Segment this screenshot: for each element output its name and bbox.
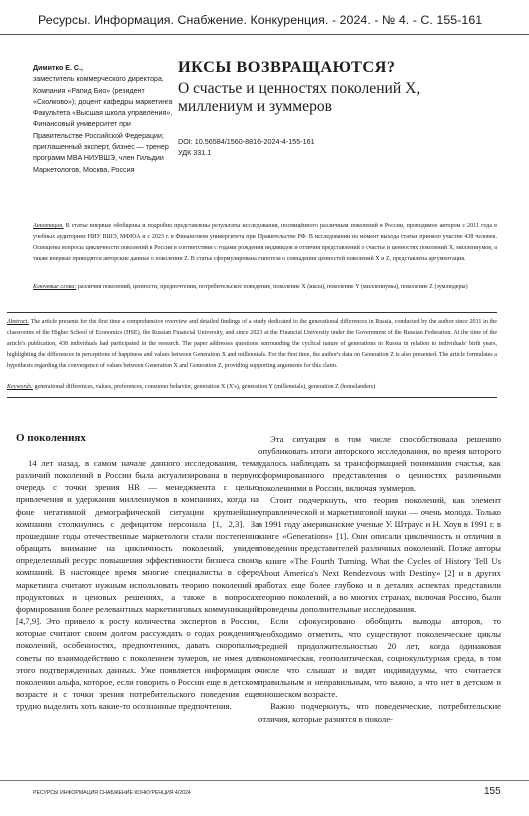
- abstract-en-text: The article presents for the first time a comprehensive overview and detailed findings of a study dedicated to the generational differences in Russia, conducted by the author since 2011 in the classrooms of the Higher School of Economics (HSE), the Russian Financial University, and since 2023 at the Financial University under the Government of the Russian Federation. At the time of the article's publication, 438 individuals had participated in the research. The paper addresses questions surrounding the cyclical nature of generations in Russia in relation to individuals' birth years, highlighting the differences in perceptions of happiness and values between Generation X and millennials. For the first time, the author's data on Generation Z is also presented. The article formulates a hypothesis regarding the convergence of values between Generation X and Generation Z, providing supporting arguments for this claim.: [7, 319, 497, 369]
- abstract-en: [7, 317, 497, 372]
- author-info: [33, 63, 173, 176]
- article-identifiers: [178, 137, 315, 158]
- article-subtitle: О счастье и ценностях поколений X, миллениум и зуммеров: [178, 80, 421, 115]
- author-name: Димитко Е. С.,: [33, 64, 83, 72]
- left-column: [16, 457, 259, 712]
- abstract-en-label: Abstract.: [7, 319, 30, 325]
- udk: УДК 331.1: [178, 147, 212, 157]
- footer-journal: РЕСУРСЫ ИНФОРМАЦИЯ СНАБЖЕНИЕ КОНКУРЕНЦИЯ 4/2024: [33, 790, 191, 796]
- running-header: [0, 8, 529, 35]
- keywords-en-text: generational differences, values, preferences, consumer behavior, generation X (X's), generation Y (millennials), generation Z (homelanders): [32, 384, 376, 390]
- article-title: ИКСЫ ВОЗВРАЩАЮТСЯ?: [178, 57, 396, 76]
- keywords-ru: [33, 282, 497, 293]
- body-paragraph: Важно подчеркнуть, что поведенческие, потребительские отличия, которые разнятся в поколе-: [258, 701, 501, 724]
- abstract-top-rule: [7, 312, 497, 313]
- keywords-en-label: Keywords:: [7, 384, 33, 390]
- right-column: [258, 433, 501, 725]
- annotation-ru-label: Аннотация.: [33, 223, 64, 229]
- keywords-en: [7, 382, 497, 393]
- annotation-ru-text: В статье впервые обобщены и подробно представлены результаты исследования, посвящённого различным поколений в России, проводимое автором с 2011 года в учебных аудиториях НИУ ВШЭ, МФЮА и с 2023 г. в Финансовом университета при Правительстве РФ. В исследовании на момент выхода статьи приняло участие 438 человек. Освещены вопросы цикличности поколений в России в соответствии с годами рождения индивидов и отличия представлений о счастье и ценностях поколений X, миллениумов, а также впервые приводятся авторские данные о поколении Z. В статье сформулирована гипотеза о совпадении ценностей поколений X и Z, представлена аргументация.: [33, 223, 497, 263]
- keywords-ru-text: различия поколений, ценности, предпочтения, потребительское поведение, поколение X (иксы), поколение Y (миллениумы), поколение Z (зумлюдеры): [76, 284, 468, 290]
- page-footer: [0, 780, 529, 811]
- page-number: 155: [484, 786, 501, 797]
- abstract-bottom-rule: [7, 397, 497, 398]
- author-affiliation: заместитель коммерческого директора, Компания «Рапид Био» (резидент «Сколково»); доцент кафедры маркетинга Факультета «Высшая школа управления», Финансовый университет при Правительстве Российской Федерации; приглашенный эксперт, бизнес — тренер программ MBA НИУВШЭ, член Гильдии Маркетологов, Москва, Россия: [33, 75, 173, 174]
- body-paragraph: Если сфокусировано обобщить выводы авторов, то необходимо отметить, что существуют поколенческие циклы средней продолжительностью 20 лет, когда одинаковая экономическая, геополитическая, социокультурная среда, в том числе что слышат и видят индивидуумы, что считается правильным и неправильным, что важно, а что нет в детском и юношеском возрасте.: [258, 616, 501, 700]
- keywords-ru-label: Ключевые слова:: [33, 284, 77, 290]
- body-paragraph: Стоит подчеркнуть, что теория поколений, как элемент управленческой и маркетинговой науки — очень молода. Только в 1991 году американские ученые У. Штраус и Н. Хоув в 1991 г. в книге «Generations» [1]. Они описали цикличность и отличия в поведении представителей различных поколений. Позже авторы в книге «The Fourth Turning. What the Cycles of History Tell Us About America's Next Rendezvous with Destiny» [2] и в других работах еще более глубоко и в деталях аспектах представили теорию поколений, а во многих странах, включая Россию, были проведены дополнительные исследования.: [258, 494, 501, 615]
- annotation-ru: [33, 221, 497, 265]
- body-paragraph: Эта ситуация в том числе способствовала решению опубликовать итоги авторского исследования, во время которого удалось наблюдать за трансформацией понимания счастья, как сформированного представления о ценностях различными поколениями в России, включая зуммеров.: [258, 434, 501, 493]
- doi: DOI: 10.56584/1560-8816-2024-4-155-161: [178, 137, 315, 146]
- body-paragraph: 14 лет назад, в самом начале данного исследования, тема различий поколений в России была актуализирована в первую очередь с точки зрения HR — менеджмента с целью привлечения и удержания миллениумов в компаниях, когда на фоне негативной демографической ситуации крупнейшие компании столкнулись с дефицитом персонала [1, 2,3]. За прошедшие годы отечественные маркетологи стали постепенно обращать внимание на цикличность поколений, увидев определенный ресурс повышения эффективности бизнеса своих компаний. В настоящее время многие специалисты в сфере маркетинга считают нужным использовать теорию поколений в продуктовых и ценовых решениях, а также в вопросах формирования более релевантных маркетинговых коммуникаций [4,7,9]. Это привело к росту количества экспертов в России, которые считают своим долгом рассуждать о годах рождениях поколений, особенностях, предпочтениях, давать скоропалые советы по взаимодействию с поколением зумеров, не имея для этого подтвержденных данных. Уже появляется информация о поколении альфа, которое, если говорить о России еще в детском возрасте и с точки зрения потребительского поведения еще трудно выделить хоть какие-то осознанные предпочтения.: [16, 458, 259, 712]
- section-heading: О поколениях: [16, 432, 86, 444]
- running-header-text: Ресурсы. Информация. Снабжение. Конкуренция. - 2024. - № 4. - С. 155-161: [38, 13, 483, 27]
